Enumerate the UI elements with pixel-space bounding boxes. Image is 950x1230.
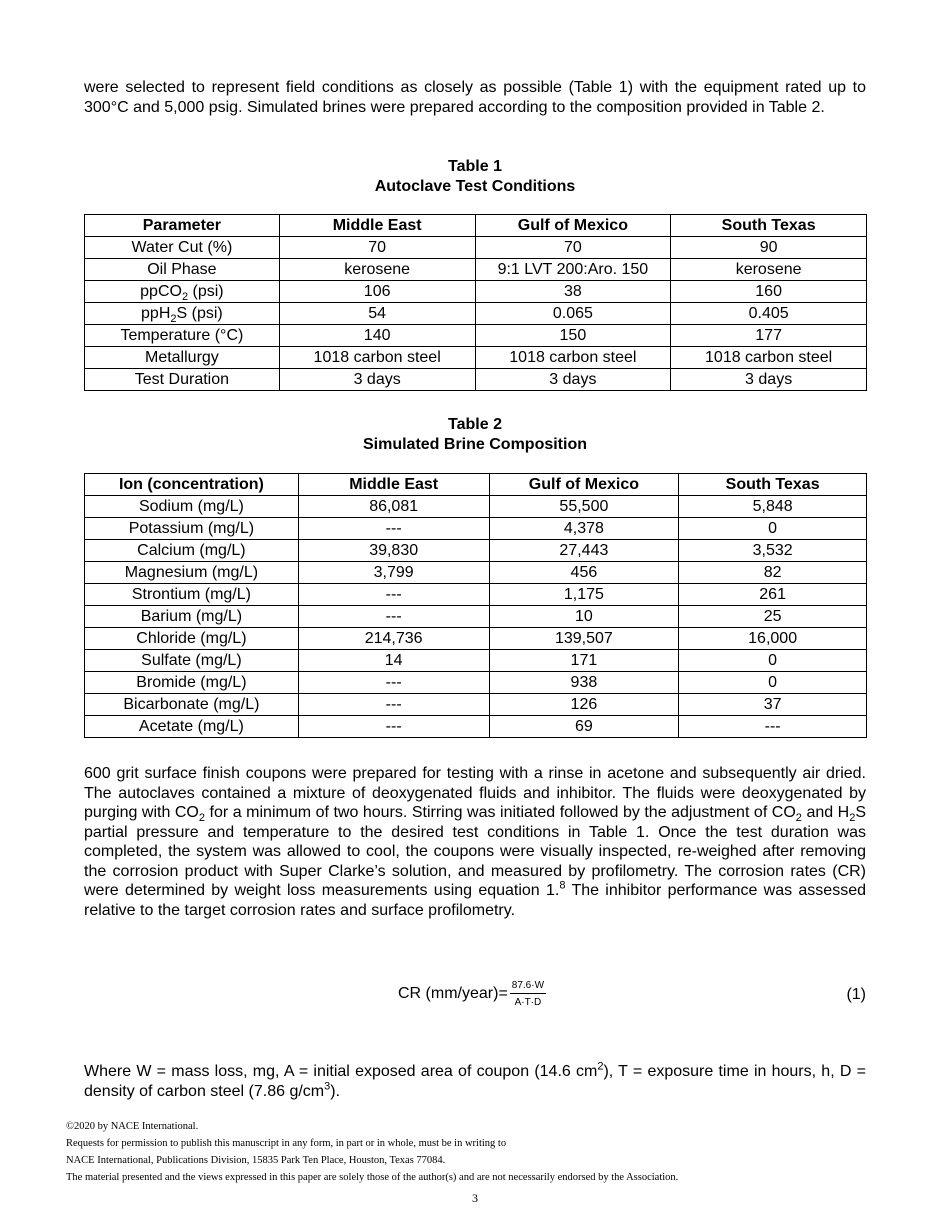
- table-cell: 0: [679, 518, 867, 540]
- superscript: 3: [324, 1080, 331, 1093]
- table-cell: 27,443: [489, 540, 679, 562]
- table-cell: 55,500: [489, 496, 679, 518]
- table-row: [85, 369, 867, 391]
- table-row: [85, 496, 867, 518]
- footer-line: The material presented and the views expressed in this paper are solely those of the author(s) and are not necessarily endorsed by the Association.: [66, 1172, 679, 1183]
- table2-number: Table 2: [448, 416, 502, 433]
- row-label: [85, 303, 280, 325]
- paragraph-text: 600 grit surface finish coupons were prepared for testing with a rinse in acetone and subsequently air dried. The autoclaves contained a mixture of deoxygenated fluids and inhibitor. The fluids were deoxygenated by purging with CO: [84, 765, 866, 821]
- table-cell: 70: [475, 237, 671, 259]
- methods-paragraph: [84, 764, 866, 920]
- paragraph-text: for a minimum of two hours. Stirring was initiated followed by the adjustment of CO: [205, 804, 796, 821]
- subscript: 2: [198, 812, 206, 825]
- row-label: Barium (mg/L): [85, 606, 299, 628]
- table-cell: 140: [279, 325, 475, 347]
- row-label: Bicarbonate (mg/L): [85, 694, 299, 716]
- table-cell: 16,000: [679, 628, 867, 650]
- table-cell: 1,175: [489, 584, 679, 606]
- paragraph-text: The inhibitor performance was assessed relative to the target corrosion rates and surface profilometry.: [84, 882, 866, 919]
- row-label: Strontium (mg/L): [85, 584, 299, 606]
- table-cell: ---: [298, 694, 489, 716]
- row-label: Sulfate (mg/L): [85, 650, 299, 672]
- table-cell: 1018 carbon steel: [279, 347, 475, 369]
- table-cell: 25: [679, 606, 867, 628]
- table-row: [85, 716, 867, 738]
- paragraph-text: and H: [801, 804, 850, 821]
- table-cell: 3 days: [671, 369, 867, 391]
- column-header: South Texas: [679, 474, 867, 496]
- table-row: [85, 694, 867, 716]
- table-row: [85, 259, 867, 281]
- table1-autoclave-conditions: [84, 214, 867, 391]
- table-cell: 0: [679, 672, 867, 694]
- table-cell: 160: [671, 281, 867, 303]
- table1-title: Autoclave Test Conditions: [374, 178, 576, 195]
- table-row: [85, 540, 867, 562]
- equation-fraction: [510, 980, 546, 1008]
- table-row: [85, 628, 867, 650]
- table1-caption: [84, 157, 866, 197]
- equation-corrosion-rate: [398, 980, 546, 1008]
- label-text: ppCO: [140, 283, 182, 300]
- table-cell: 37: [679, 694, 867, 716]
- table-cell: 3,799: [298, 562, 489, 584]
- row-label: Sodium (mg/L): [85, 496, 299, 518]
- row-label: Water Cut (%): [85, 237, 280, 259]
- column-header: Ion (concentration): [85, 474, 299, 496]
- column-header: Middle East: [298, 474, 489, 496]
- table-cell: 86,081: [298, 496, 489, 518]
- table-cell: ---: [298, 518, 489, 540]
- table-row: [85, 325, 867, 347]
- paragraph-text: S partial pressure and temperature to the desired test conditions in Table 1. Once the test duration was completed, the system was allowed to cool, the coupons were visually inspected, re-weighed after removing the corrosion product with Super Clarke’s solution, and measured by profilometry. The corrosion rates (CR) were determined by weight loss measurements using equation 1.: [84, 804, 867, 899]
- column-header: Gulf of Mexico: [475, 215, 671, 237]
- table-cell: 69: [489, 716, 679, 738]
- table2-brine-composition: [84, 473, 867, 738]
- footer-line: Requests for permission to publish this manuscript in any form, in part or in whole, must be in writing to: [66, 1138, 507, 1149]
- subscript: 2: [849, 812, 856, 825]
- intro-text: were selected to represent field conditions as closely as possible (Table 1) with the equipment rated up to 300°C and 5,000 psig. Simulated brines were prepared according to the composition provided in Table 2.: [84, 79, 866, 116]
- table-cell: 139,507: [489, 628, 679, 650]
- table-cell: 54: [279, 303, 475, 325]
- table-row: [85, 650, 867, 672]
- table-cell: 38: [475, 281, 671, 303]
- row-label: Metallurgy: [85, 347, 280, 369]
- table-row: [85, 518, 867, 540]
- table-cell: ---: [298, 672, 489, 694]
- table2-title: Simulated Brine Composition: [362, 436, 587, 453]
- table-cell: 0: [679, 650, 867, 672]
- table-row: [85, 606, 867, 628]
- equation-denominator: A·T·D: [514, 997, 542, 1008]
- table-cell: 1018 carbon steel: [671, 347, 867, 369]
- paragraph-text: ), T = exposure time in hours, h, D = density of carbon steel (7.86 g/cm: [84, 1063, 866, 1100]
- table-row: [85, 562, 867, 584]
- table-cell: 5,848: [679, 496, 867, 518]
- table-cell: 150: [475, 325, 671, 347]
- table2-caption: [84, 415, 866, 455]
- table-row: [85, 347, 867, 369]
- table-cell: 3 days: [475, 369, 671, 391]
- paragraph-text: Where W = mass loss, mg, A = initial exposed area of coupon (14.6 cm: [84, 1063, 598, 1080]
- superscript: 2: [597, 1060, 604, 1073]
- copyright-footer: [66, 1118, 886, 1186]
- subscript: 2: [170, 313, 177, 326]
- row-label: Chloride (mg/L): [85, 628, 299, 650]
- subscript: 2: [181, 291, 189, 304]
- table-header-row: [85, 215, 867, 237]
- column-header: Parameter: [85, 215, 280, 237]
- table-cell: 171: [489, 650, 679, 672]
- footer-line: ©2020 by NACE International.: [66, 1121, 199, 1132]
- equation-lhs: CR (mm/year)=: [398, 985, 508, 1002]
- column-header: South Texas: [671, 215, 867, 237]
- table-header-row: [85, 474, 867, 496]
- table-row: [85, 584, 867, 606]
- table-cell: ---: [298, 584, 489, 606]
- table-cell: ---: [298, 716, 489, 738]
- table-cell: 39,830: [298, 540, 489, 562]
- equation-numerator: 87.6·W: [510, 980, 546, 994]
- intro-paragraph: [84, 78, 866, 117]
- table-cell: 456: [489, 562, 679, 584]
- table-cell: 9:1 LVT 200:Aro. 150: [475, 259, 671, 281]
- column-header: Middle East: [279, 215, 475, 237]
- table-cell: 938: [489, 672, 679, 694]
- variables-paragraph: [84, 1062, 866, 1101]
- subscript: 2: [795, 812, 802, 825]
- row-label: Oil Phase: [85, 259, 280, 281]
- reference-superscript: 8: [559, 879, 566, 892]
- row-label: [85, 281, 280, 303]
- table-cell: 0.065: [475, 303, 671, 325]
- column-header: Gulf of Mexico: [489, 474, 679, 496]
- row-label: Temperature (°C): [85, 325, 280, 347]
- table-cell: 14: [298, 650, 489, 672]
- page-number: 3: [472, 1191, 478, 1205]
- table-cell: 0.405: [671, 303, 867, 325]
- table1-number: Table 1: [448, 158, 502, 175]
- table-cell: kerosene: [671, 259, 867, 281]
- table-cell: 177: [671, 325, 867, 347]
- row-label: Magnesium (mg/L): [85, 562, 299, 584]
- row-label: Potassium (mg/L): [85, 518, 299, 540]
- row-label: Calcium (mg/L): [85, 540, 299, 562]
- row-label: Acetate (mg/L): [85, 716, 299, 738]
- label-text: S (psi): [176, 305, 223, 322]
- table-cell: 106: [279, 281, 475, 303]
- table-cell: 10: [489, 606, 679, 628]
- table-cell: ---: [298, 606, 489, 628]
- table-cell: 3,532: [679, 540, 867, 562]
- label-text: (psi): [188, 283, 224, 300]
- table-cell: 82: [679, 562, 867, 584]
- table-cell: 4,378: [489, 518, 679, 540]
- table-cell: 90: [671, 237, 867, 259]
- footer-line: NACE International, Publications Division, 15835 Park Ten Place, Houston, Texas 77084.: [66, 1155, 446, 1166]
- table-cell: kerosene: [279, 259, 475, 281]
- table-row: [85, 237, 867, 259]
- table-cell: 261: [679, 584, 867, 606]
- row-label: Test Duration: [85, 369, 280, 391]
- table-row: [85, 281, 867, 303]
- table-cell: 214,736: [298, 628, 489, 650]
- equation-number: (1): [846, 986, 866, 1003]
- table-cell: 1018 carbon steel: [475, 347, 671, 369]
- table-cell: 126: [489, 694, 679, 716]
- table-row: [85, 303, 867, 325]
- table-row: [85, 672, 867, 694]
- table-cell: ---: [679, 716, 867, 738]
- row-label: Bromide (mg/L): [85, 672, 299, 694]
- table-cell: 3 days: [279, 369, 475, 391]
- paragraph-text: ).: [330, 1082, 341, 1100]
- label-text: ppH: [141, 305, 171, 322]
- table-cell: 70: [279, 237, 475, 259]
